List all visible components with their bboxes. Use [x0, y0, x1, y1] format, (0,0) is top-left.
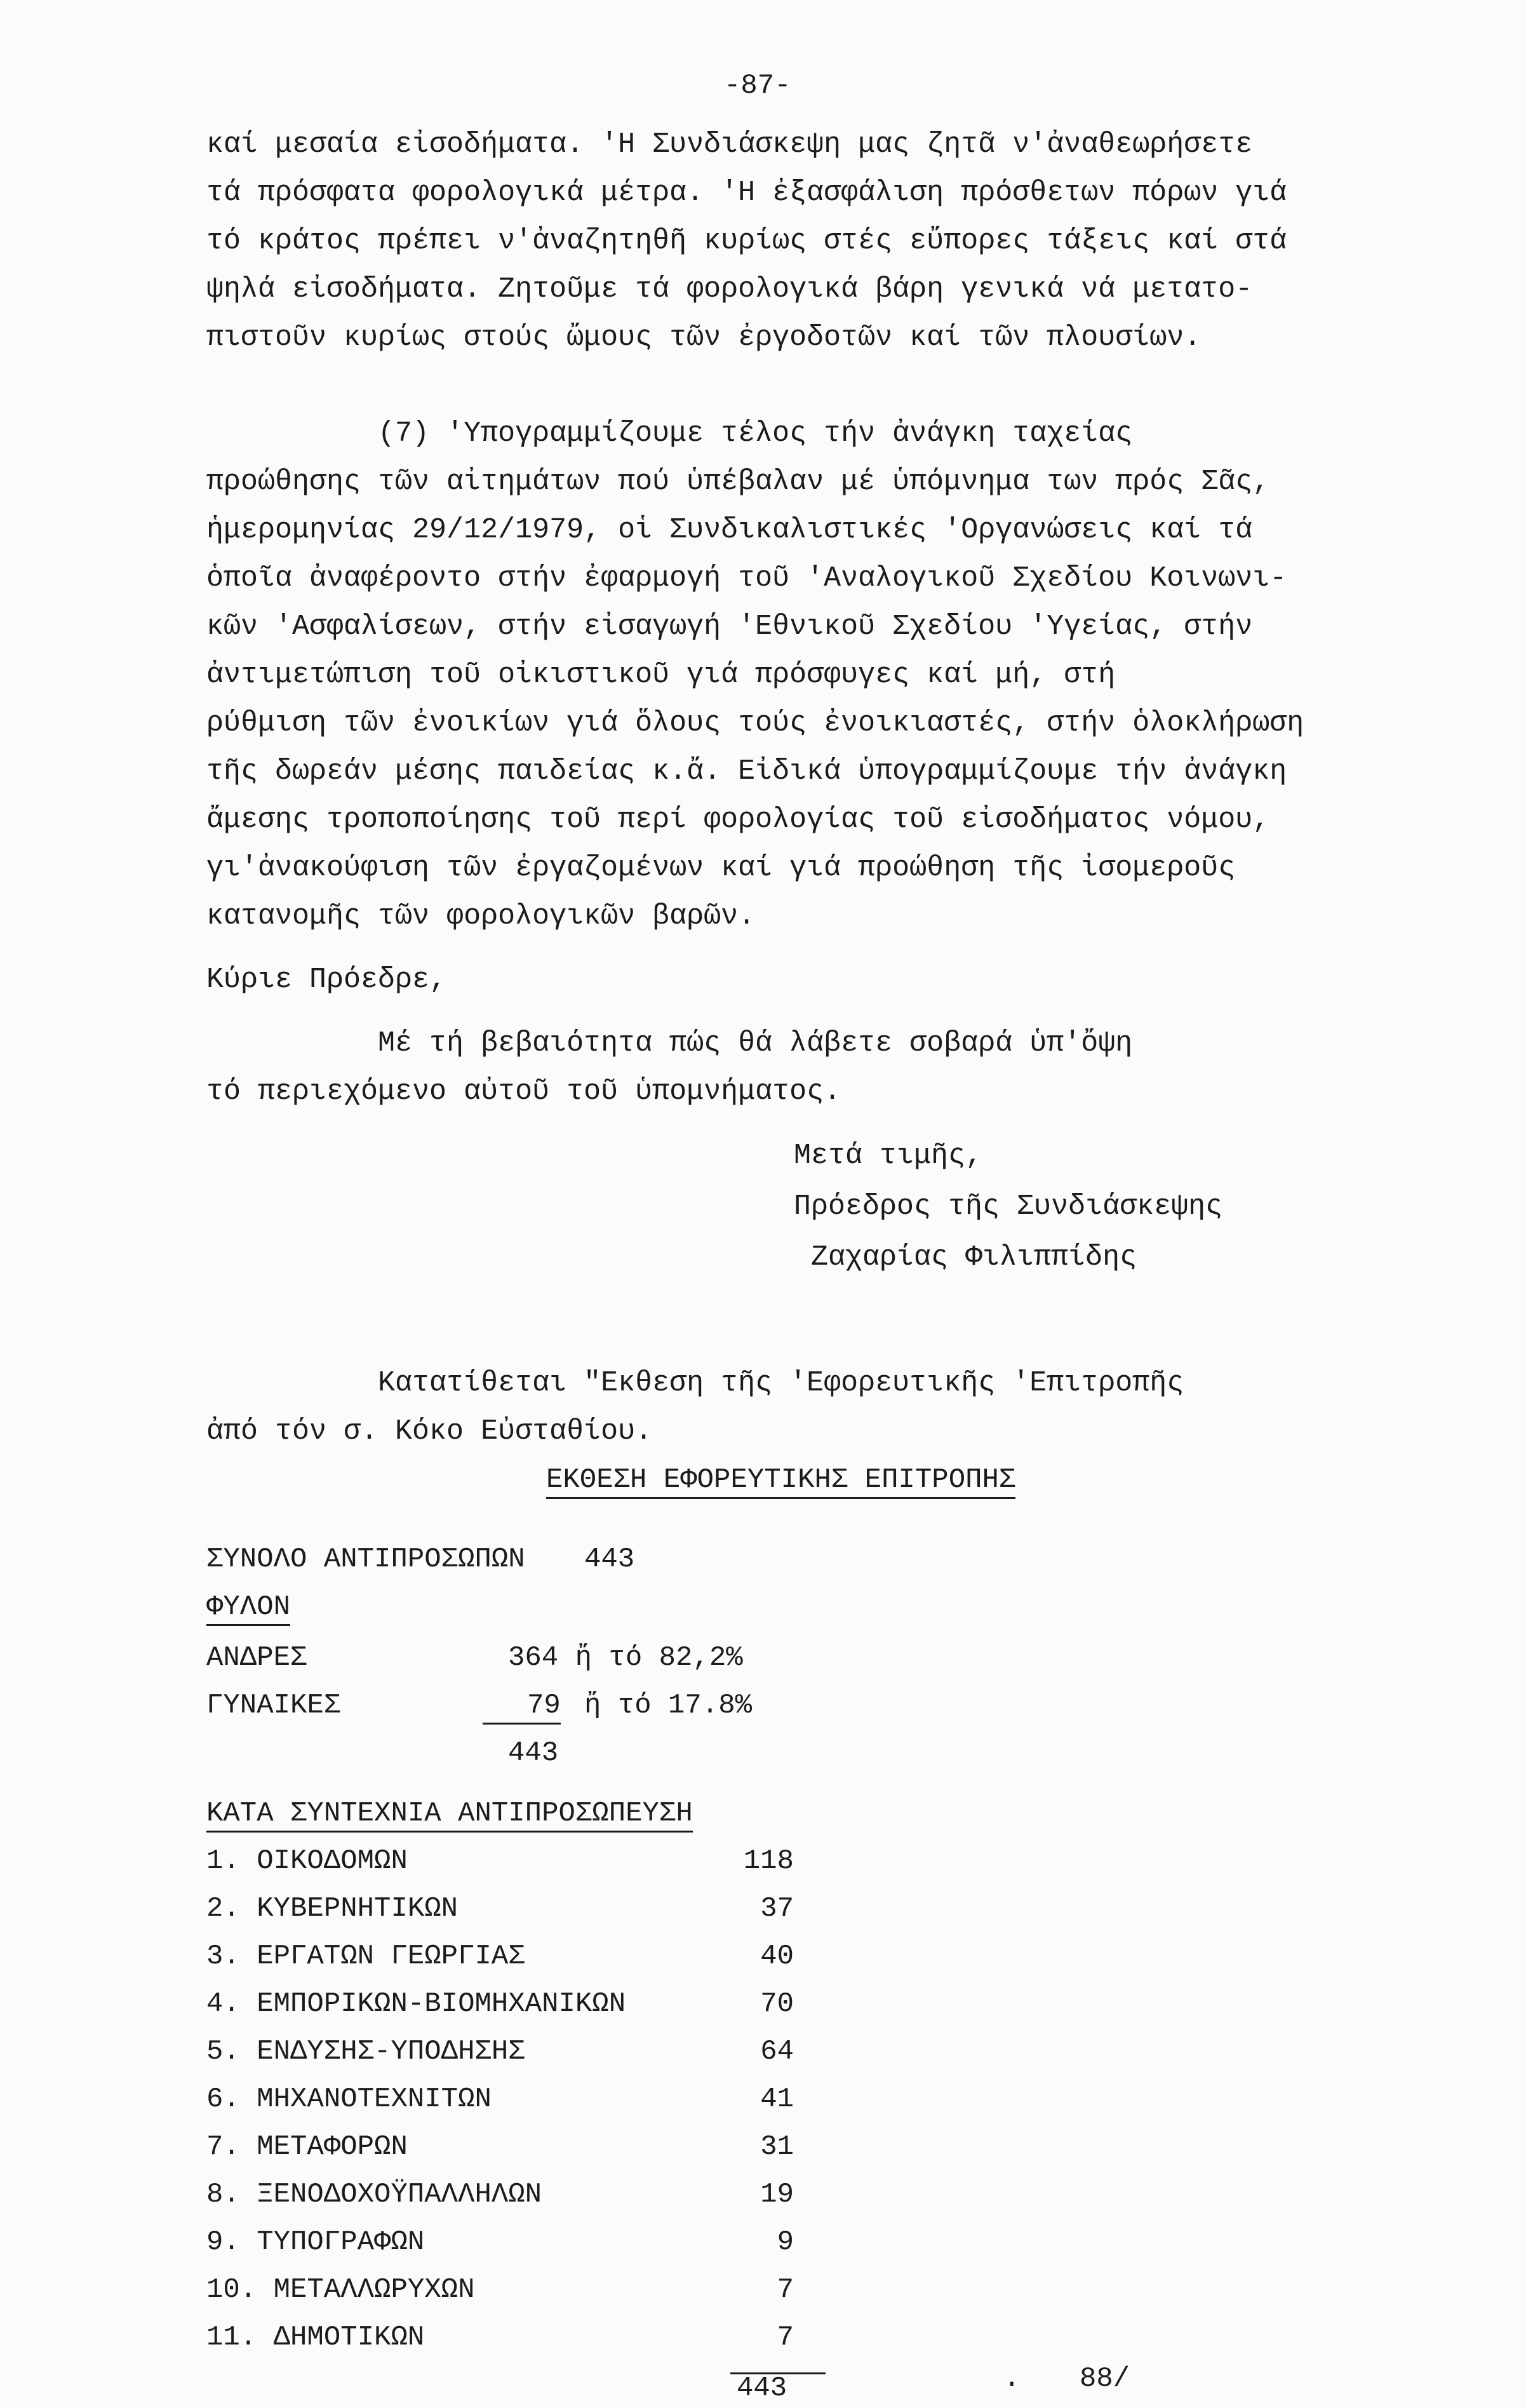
category-value: 118 — [743, 1845, 794, 1877]
paragraph-demands — [206, 410, 1426, 941]
women-label: ΓΥΝΑΙΚΕΣ — [206, 1690, 341, 1721]
category-value: 7 — [777, 2274, 794, 2306]
total-representatives-label: ΣΥΝΟΛΟ ΑΝΤΙΠΡΟΣΩΠΩΝ — [206, 1544, 525, 1575]
text-line: (7) 'Υπογραμμίζουμε τέλος τήν ἀνάγκη ταχείας — [206, 417, 1133, 450]
category-value: 31 — [760, 2131, 794, 2163]
men-label: ΑΝΔΡΕΣ — [206, 1642, 307, 1674]
text-line: ἄμεσης τροποποίησης τοῦ περί φορολογίας τοῦ εἰσοδήματος νόμου, — [206, 804, 1270, 836]
text-line: ἀπό τόν σ. Κόκο Εὐσταθίου. — [206, 1415, 653, 1448]
text-line: ἡμερομηνίας 29/12/1979, οἱ Συνδικαλιστικές 'Οργανώσεις καί τά — [206, 514, 1253, 546]
text-line: ρύθμιση τῶν ἐνοικίων γιά ὅλους τούς ἐνοικιαστές, στήν ὁλοκλήρωση — [206, 707, 1304, 739]
gender-heading: ΦΥΛΟΝ — [206, 1591, 290, 1626]
category-label: 3. ΕΡΓΑΤΩΝ ΓΕΩΡΓΙΑΣ — [206, 1941, 525, 1972]
gender-total: 443 — [508, 1737, 559, 1769]
text-line: προώθησης τῶν αἰτημάτων πού ὑπέβαλαν μέ ὑπόμνημα των πρός Σᾶς, — [206, 466, 1270, 498]
signoff-line: Ζαχαρίας Φιλιππίδης — [794, 1241, 1137, 1274]
text-line: κῶν 'Ασφαλίσεων, στήν εἰσαγωγή 'Εθνικοῦ Σχεδίου 'Υγείας, στήν — [206, 610, 1253, 643]
salutation: Κύριε Πρόεδρε, — [206, 964, 447, 996]
category-label: 10. ΜΕΤΑΛΛΩΡΥΧΩΝ — [206, 2274, 475, 2306]
text-line: πιστοῦν κυρίως στούς ὤμους τῶν ἐργοδοτῶν καί τῶν πλουσίων. — [206, 321, 1201, 354]
category-value: 9 — [777, 2226, 794, 2258]
category-value: 19 — [760, 2179, 794, 2210]
category-label: 4. ΕΜΠΟΡΙΚΩΝ-ΒΙΟΜΗΧΑΝΙΚΩΝ — [206, 1988, 626, 2020]
category-label: 6. ΜΗΧΑΝΟΤΕΧΝΙΤΩΝ — [206, 2083, 492, 2115]
next-page-marker: 88/ — [1080, 2363, 1130, 2395]
category-value: 70 — [760, 1988, 794, 2020]
text-line: γι'ἀνακούφιση τῶν ἐργαζομένων καί γιά προώθηση τῆς ἰσομεροῦς — [206, 852, 1236, 884]
signature-block — [794, 1131, 1222, 1283]
category-label: 1. ΟΙΚΟΔΟΜΩΝ — [206, 1845, 408, 1877]
category-value: 41 — [760, 2083, 794, 2115]
report-title: ΕΚΘΕΣΗ ΕΦΟΡΕΥΤΙΚΗΣ ΕΠΙΤΡΟΠΗΣ — [546, 1464, 1015, 1499]
text-line: κατανομῆς τῶν φορολογικῶν βαρῶν. — [206, 900, 756, 932]
category-heading: ΚΑΤΑ ΣΥΝΤΕΧΝΙΑ ΑΝΤΙΠΡΟΣΩΠΕΥΣΗ — [206, 1798, 693, 1833]
category-label: 9. ΤΥΠΟΓΡΑΦΩΝ — [206, 2226, 425, 2258]
text-line: τό κράτος πρέπει ν'ἀναζητηθῆ κυρίως στές εὔπορες τάξεις καί στά — [206, 225, 1287, 257]
category-label: 11. ΔΗΜΟΤΙΚΩΝ — [206, 2322, 425, 2353]
category-value: 37 — [760, 1893, 794, 1925]
text-line: τό περιεχόμενο αὐτοῦ τοῦ ὑπομνήματος. — [206, 1075, 841, 1108]
page-number: -87- — [724, 70, 791, 102]
text-line: τῆς δωρεάν μέσης παιδείας κ.ἄ. Εἰδικά ὑπογραμμίζουμε τήν ἀνάγκη — [206, 755, 1287, 788]
text-line: καί μεσαία εἰσοδήματα. 'Η Συνδιάσκεψη μας ζητᾶ ν'ἀναθεωρήσετε — [206, 128, 1253, 161]
category-label: 7. ΜΕΤΑΦΟΡΩΝ — [206, 2131, 408, 2163]
text-line: Κατατίθεται "Εκθεση τῆς 'Εφορευτικῆς 'Επιτροπῆς — [206, 1367, 1184, 1399]
category-value: 7 — [777, 2322, 794, 2353]
paragraph-tax-measures — [206, 121, 1426, 362]
text-line: τά πρόσφατα φορολογικά μέτρα. 'Η ἐξασφάλιση πρόσθετων πόρων γιά — [206, 177, 1287, 209]
continuation-dot: . — [1003, 2363, 1021, 2395]
category-label: 2. ΚΥΒΕΡΝΗΤΙΚΩΝ — [206, 1893, 458, 1925]
men-value: 364 ἤ τό 82,2% — [508, 1642, 743, 1674]
category-label: 5. ΕΝΔΥΣΗΣ-ΥΠΟΔΗΣΗΣ — [206, 2036, 525, 2068]
total-representatives-value: 443 — [584, 1544, 635, 1575]
text-line: ὁποῖα ἀναφέροντο στήν ἐφαρμογή τοῦ 'Αναλογικοῦ Σχεδίου Κοινωνι- — [206, 562, 1287, 595]
category-total: 443 — [737, 2372, 787, 2404]
signoff-line: Πρόεδρος τῆς Συνδιάσκεψης — [794, 1190, 1223, 1223]
category-value: 64 — [760, 2036, 794, 2068]
category-value: 40 — [760, 1941, 794, 1972]
text-line: ἀντιμετώπιση τοῦ οἰκιστικοῦ γιά πρόσφυγες καί μή, στή — [206, 659, 1116, 691]
text-line: Μέ τή βεβαιότητα πώς θά λάβετε σοβαρά ὑπ'ὄψη — [206, 1027, 1133, 1059]
women-value: ἤ τό 17.8% — [584, 1690, 753, 1721]
paragraph-report-intro — [206, 1359, 1426, 1456]
women-count: 79 — [483, 1690, 561, 1725]
paragraph-closing — [206, 1019, 1426, 1116]
text-line: ψηλά εἰσοδήματα. Ζητοῦμε τά φορολογικά βάρη γενικά νά μετατο- — [206, 273, 1253, 306]
category-label: 8. ΞΕΝΟΔΟΧΟΫΠΑΛΛΗΛΩΝ — [206, 2179, 542, 2210]
signoff-line: Μετά τιμῆς, — [794, 1140, 983, 1172]
